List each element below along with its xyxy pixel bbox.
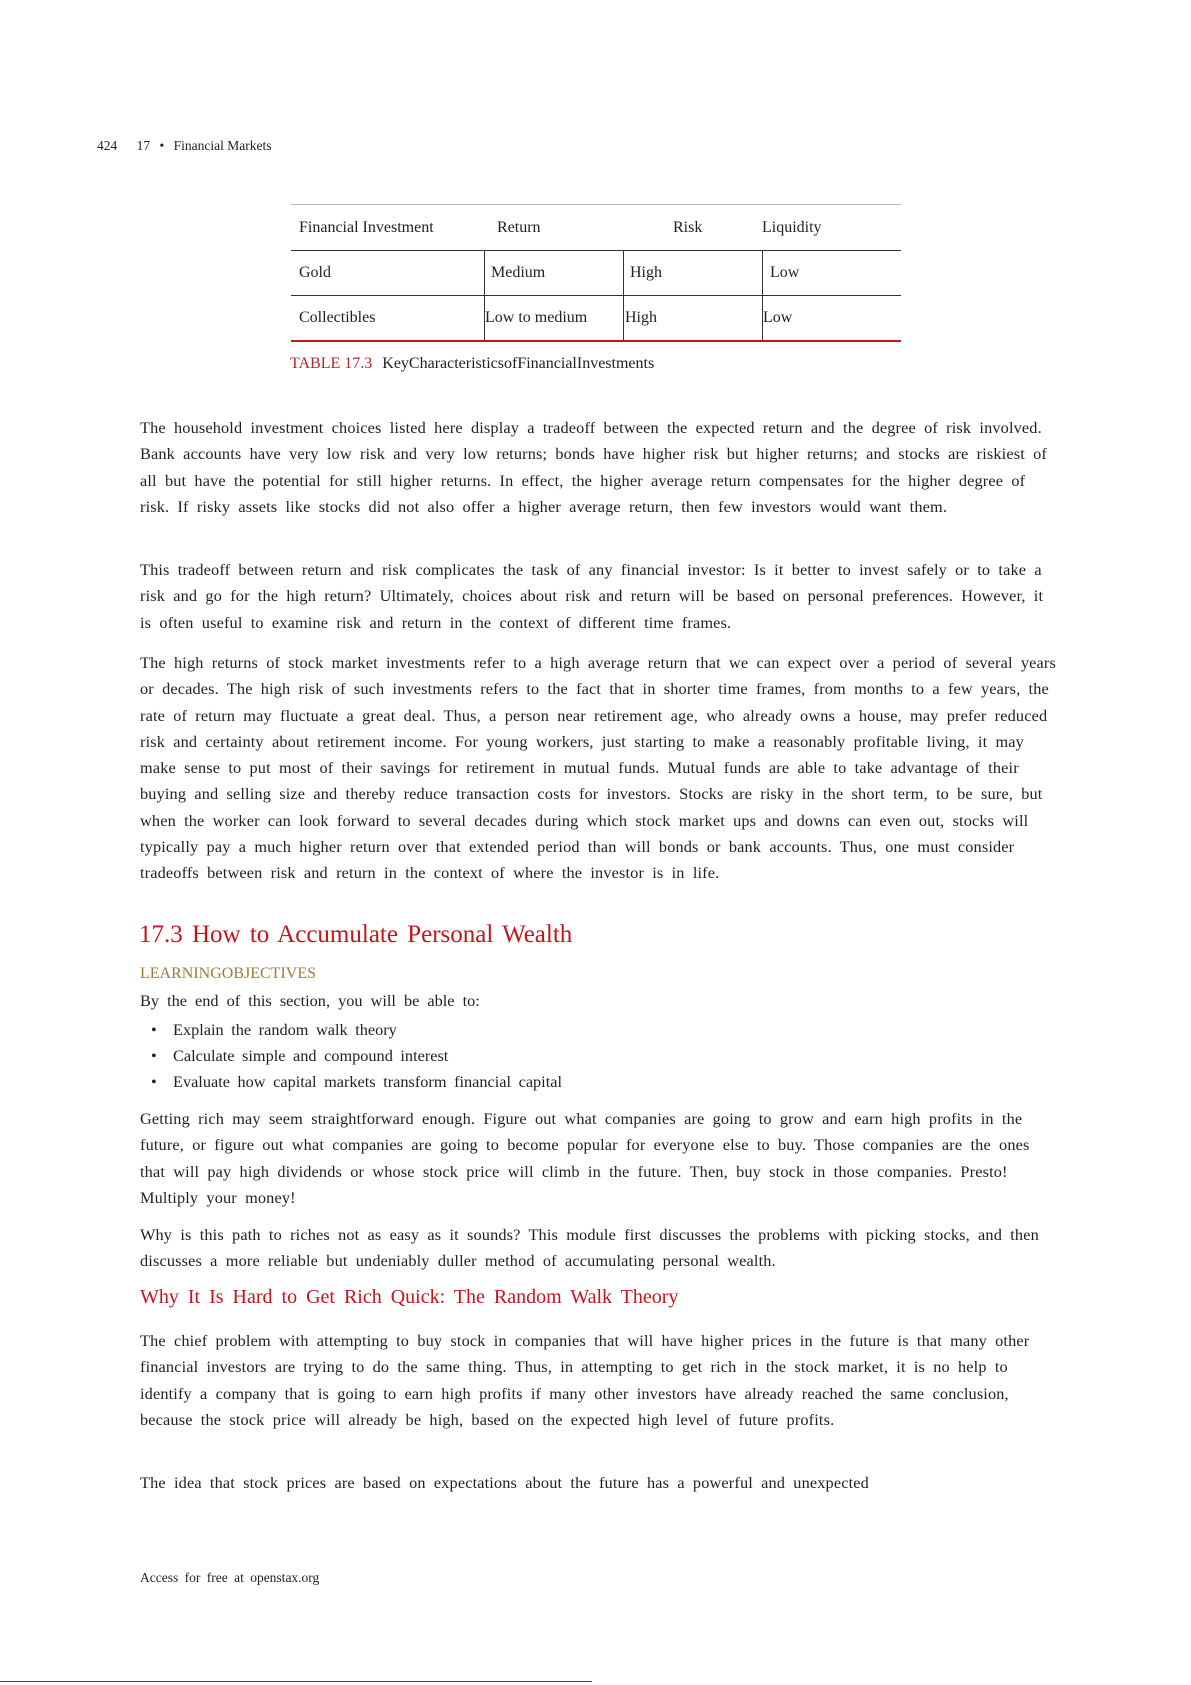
- table-row: [291, 251, 901, 296]
- table-caption-label: TABLE 17.3: [290, 355, 373, 372]
- table-cell: Low to medium: [484, 296, 623, 340]
- paragraph: The idea that stock prices are based on expectations about the future has a powerful and unexpected: [140, 1473, 869, 1492]
- list-item: • Explain the random walk theory: [151, 1020, 397, 1039]
- footer-text: Access for free at openstax.org: [140, 1570, 320, 1585]
- table-header-row: [291, 204, 901, 251]
- table-cell: High: [623, 251, 762, 295]
- paragraph: This tradeoff between return and risk complicates the task of any financial investor: Is it better to invest safely or to take a risk and go for the high return? Ultimately, choices about risk and return will be based on personal preferences. However, it is often useful to examine risk and return in the context of different time frames.: [140, 560, 1044, 632]
- chapter-title: Financial Markets: [173, 138, 272, 153]
- table-caption: [290, 355, 654, 373]
- page-number: 424: [97, 138, 118, 153]
- column-header: Risk: [673, 218, 703, 236]
- learning-objectives-label: LEARNINGOBJECTIVES: [140, 965, 316, 982]
- subsection-heading: Why It Is Hard to Get Rich Quick: The Random Walk Theory: [140, 1286, 679, 1308]
- objectives-intro: By the end of this section, you will be able to:: [140, 991, 480, 1010]
- table-cell: Medium: [484, 251, 623, 295]
- section-heading: 17.3 How to Accumulate Personal Wealth: [139, 921, 573, 948]
- paragraph: The household investment choices listed here display a tradeoff between the expected return and the degree of risk involved. Bank accounts have very low risk and very low returns; bonds have higher risk but higher returns; and stocks are riskiest of all but have the potential for still higher returns. In effect, the higher average return compensates for the higher degree of risk. If risky assets like stocks did not also offer a higher average return, then few investors would want them.: [140, 418, 1047, 516]
- running-header: [97, 138, 271, 154]
- table-cell: Low: [762, 251, 901, 295]
- column-header: Financial Investment: [299, 218, 434, 236]
- header-bullet: •: [159, 138, 165, 153]
- table-row: [291, 296, 901, 342]
- list-item: • Calculate simple and compound interest: [151, 1046, 449, 1065]
- paragraph: The chief problem with attempting to buy stock in companies that will have higher prices in the future is that many other financial investors are trying to do the same thing. Thus, in attempting to get rich in the stock market, it is no help to identify a company that is going to earn high profits if many other investors have already reached the same conclusion, because the stock price will already be high, based on the expected high level of future profits.: [140, 1331, 1030, 1429]
- list-item: • Evaluate how capital markets transform financial capital: [151, 1072, 562, 1091]
- paragraph: Why is this path to riches not as easy as it sounds? This module first discusses the problems with picking stocks, and then discusses a more reliable but undeniably duller method of accumulating personal wealth.: [140, 1225, 1039, 1271]
- table-cell: Collectibles: [299, 309, 376, 326]
- column-header: Liquidity: [762, 218, 822, 236]
- paragraph: The high returns of stock market investments refer to a high average return that we can expect over a period of several years or decades. The high risk of such investments refers to the fact that in shorter time frames, from months to a few years, the rate of return may fluctuate a great deal. Thus, a person near retirement age, who already owns a house, may prefer reduced risk and certainty about retirement income. For young workers, just starting to make a reasonably profitable living, it may make sense to put most of their savings for retirement in mutual funds. Mutual funds are able to take advantage of their buying and selling size and thereby reduce transaction costs for investors. Stocks are risky in the short term, to be sure, but when the worker can look forward to several decades during which stock market ups and downs can even out, stocks will typically pay a much higher return over that extended period than will bonds or bank accounts. Thus, one must consider tradeoffs between risk and return in the context of where the investor is in life.: [140, 653, 1056, 883]
- table-caption-text: KeyCharacteristicsofFinancialInvestments: [382, 355, 655, 372]
- table-cell: Low: [762, 296, 901, 340]
- chapter-number: 17: [136, 138, 151, 153]
- bottom-divider: [0, 1681, 592, 1682]
- table-cell: High: [623, 296, 762, 340]
- paragraph: Getting rich may seem straightforward enough. Figure out what companies are going to grow and earn high profits in the future, or figure out what companies are going to become popular for everyone else to buy. Those companies are the ones that will pay high dividends or whose stock price will climb in the future. Then, buy stock in those companies. Presto! Multiply your money!: [140, 1109, 1030, 1207]
- objectives-list: [151, 1017, 562, 1095]
- column-header: Return: [497, 218, 541, 236]
- investments-table: [291, 204, 901, 342]
- table-cell: Gold: [299, 264, 331, 281]
